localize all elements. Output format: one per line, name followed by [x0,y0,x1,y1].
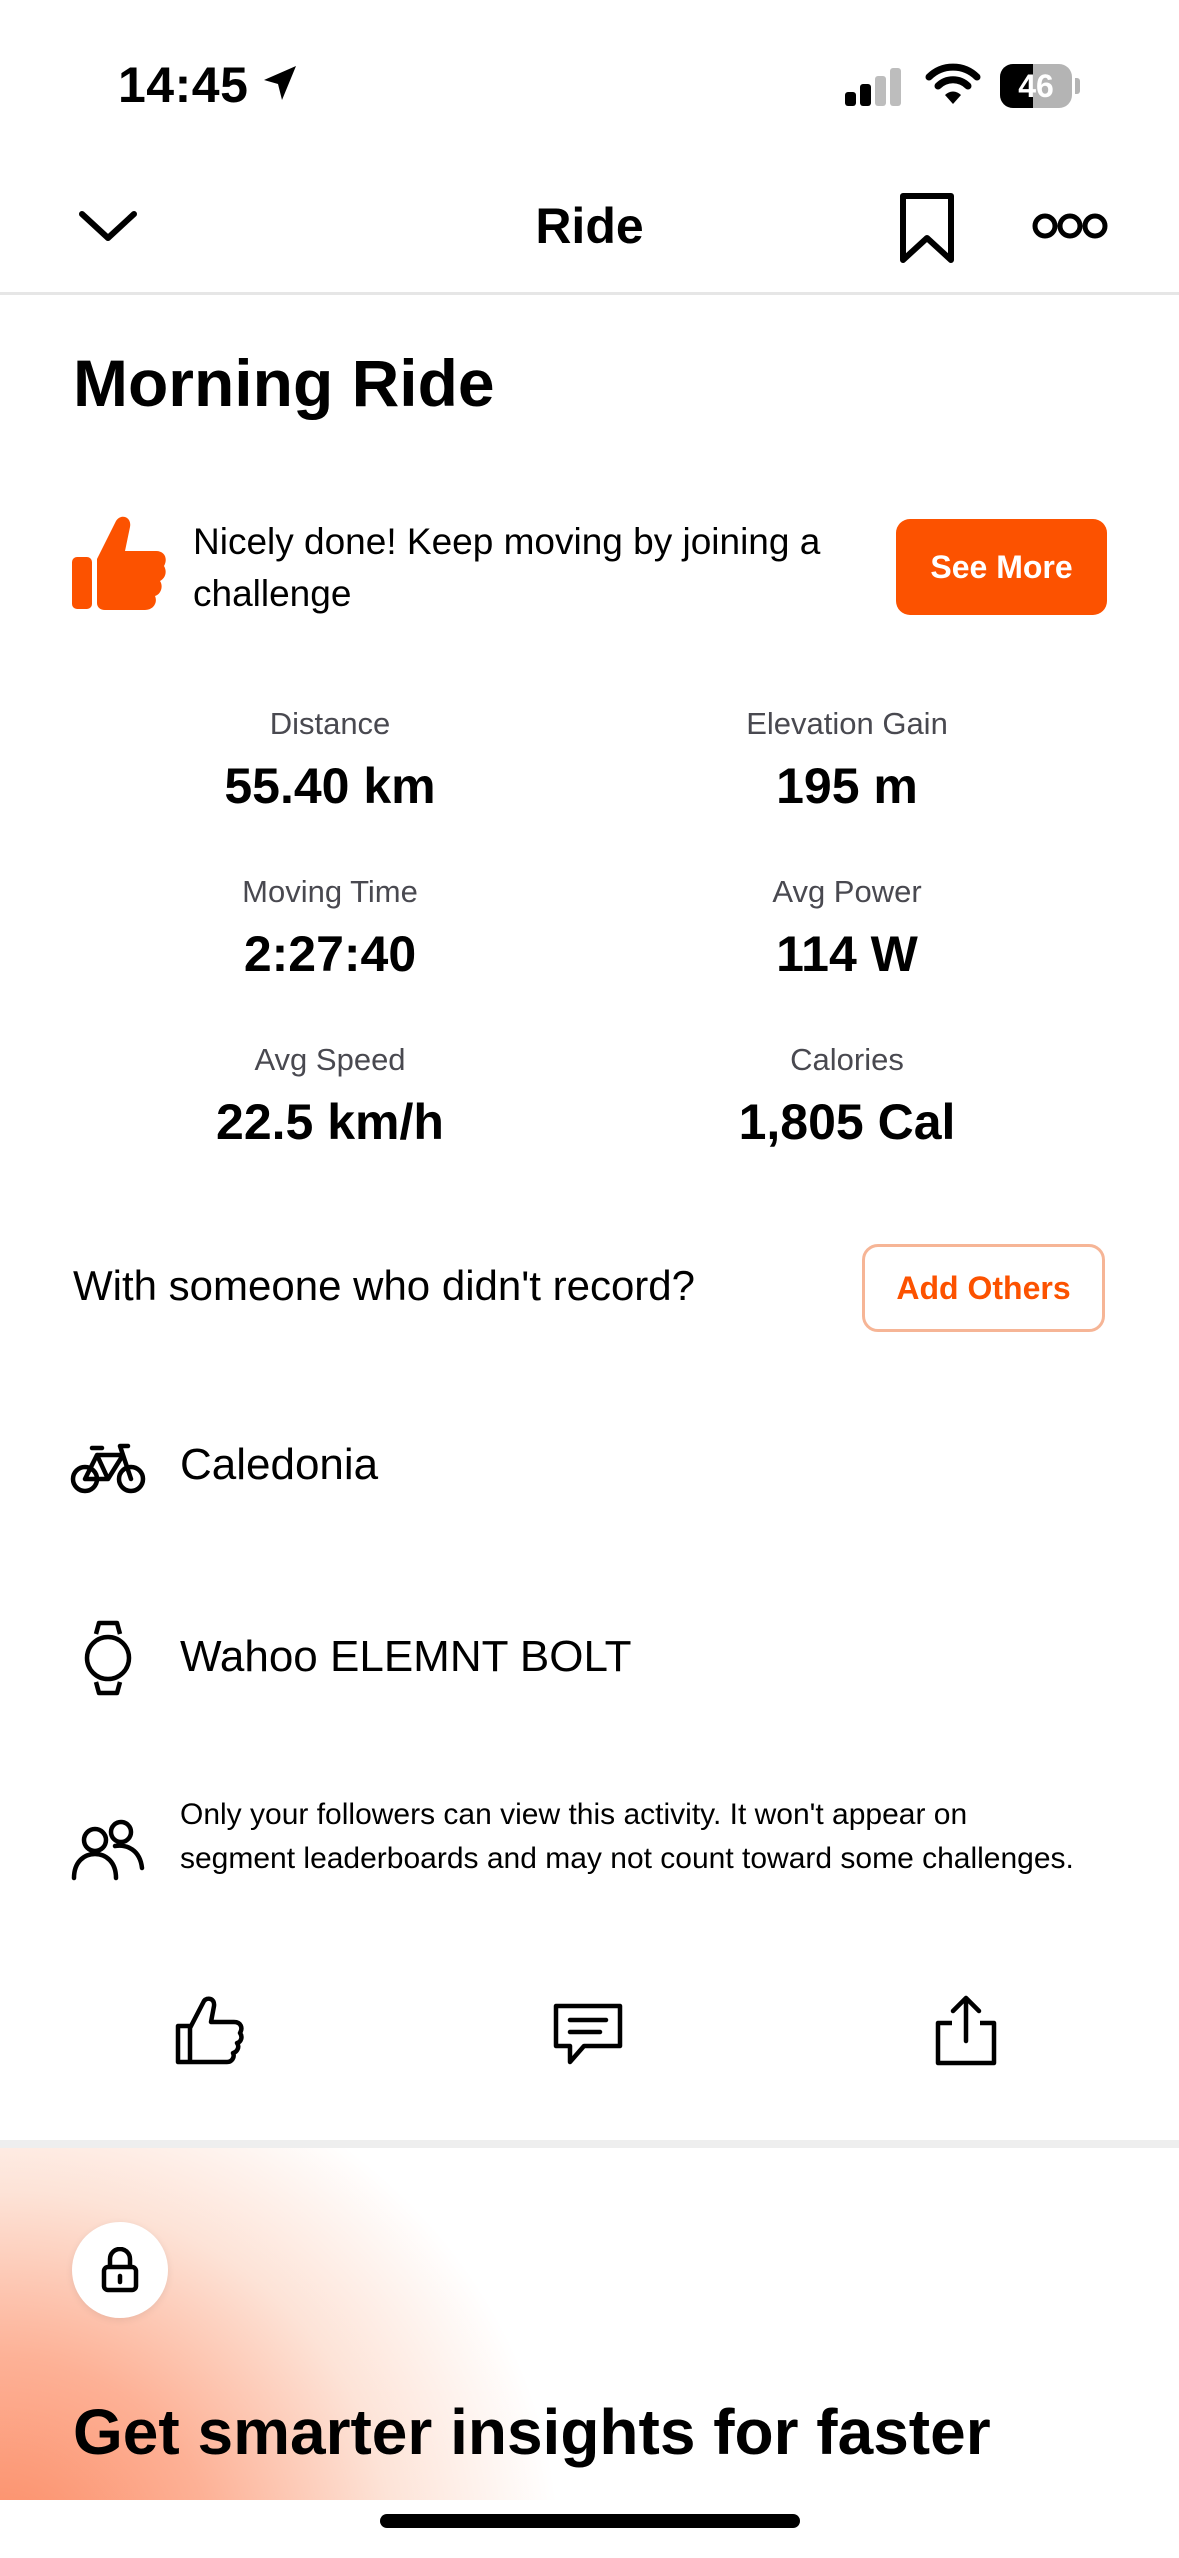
lock-badge [72,2222,168,2318]
stat-label-elevation: Elevation Gain [746,706,948,741]
stat-label-avg-speed: Avg Speed [254,1042,406,1077]
thumbs-up-icon [72,515,166,613]
comment-icon[interactable] [550,2000,626,2068]
stat-label-moving-time: Moving Time [242,874,418,909]
battery-nub [1075,78,1080,94]
status-time: 14:45 [118,57,249,113]
activity-title: Morning Ride [73,346,495,420]
stat-value-distance: 55.40 km [224,758,436,814]
privacy-note: Only your followers can view this activity. It won't appear on segment leaderboards and may not count toward some challenges. [180,1798,1074,1875]
thumbs-up-action-icon[interactable] [174,1996,246,2066]
lock-icon [100,2247,140,2293]
challenge-message: Nicely done! Keep moving by joining a challenge [193,521,821,614]
cellular-signal-icon [843,66,903,108]
section-divider [0,2140,1179,2148]
bottom-safe-area [0,2500,1179,2556]
stat-value-avg-speed: 22.5 km/h [216,1094,444,1150]
wifi-icon [925,62,981,106]
bookmark-icon[interactable] [898,192,956,266]
nav-divider [0,292,1179,295]
watch-icon [82,1620,134,1696]
stat-value-elevation: 195 m [776,758,918,814]
home-indicator[interactable] [380,2514,800,2528]
see-more-button[interactable]: See More [896,519,1107,615]
bike-name[interactable]: Caledonia [180,1440,379,1489]
battery-icon [1000,64,1072,108]
more-icon[interactable] [1032,208,1108,244]
nav-title: Ride [535,198,644,254]
stat-label-distance: Distance [269,706,391,741]
battery-level: 46 [1018,68,1054,104]
stat-label-avg-power: Avg Power [772,874,922,909]
device-name[interactable]: Wahoo ELEMNT BOLT [180,1632,632,1681]
stat-value-moving-time: 2:27:40 [243,926,417,982]
promo-title: Get smarter insights for faster [73,2396,991,2468]
followers-icon [70,1818,146,1882]
add-others-button[interactable]: Add Others [862,1244,1105,1332]
stat-value-calories: 1,805 Cal [738,1094,956,1150]
location-arrow-icon [262,64,298,102]
with-others-prompt: With someone who didn't record? [73,1262,696,1309]
share-icon[interactable] [932,1993,1000,2067]
bike-icon [70,1440,146,1496]
stat-label-calories: Calories [790,1042,904,1077]
stat-value-avg-power: 114 W [776,926,918,982]
